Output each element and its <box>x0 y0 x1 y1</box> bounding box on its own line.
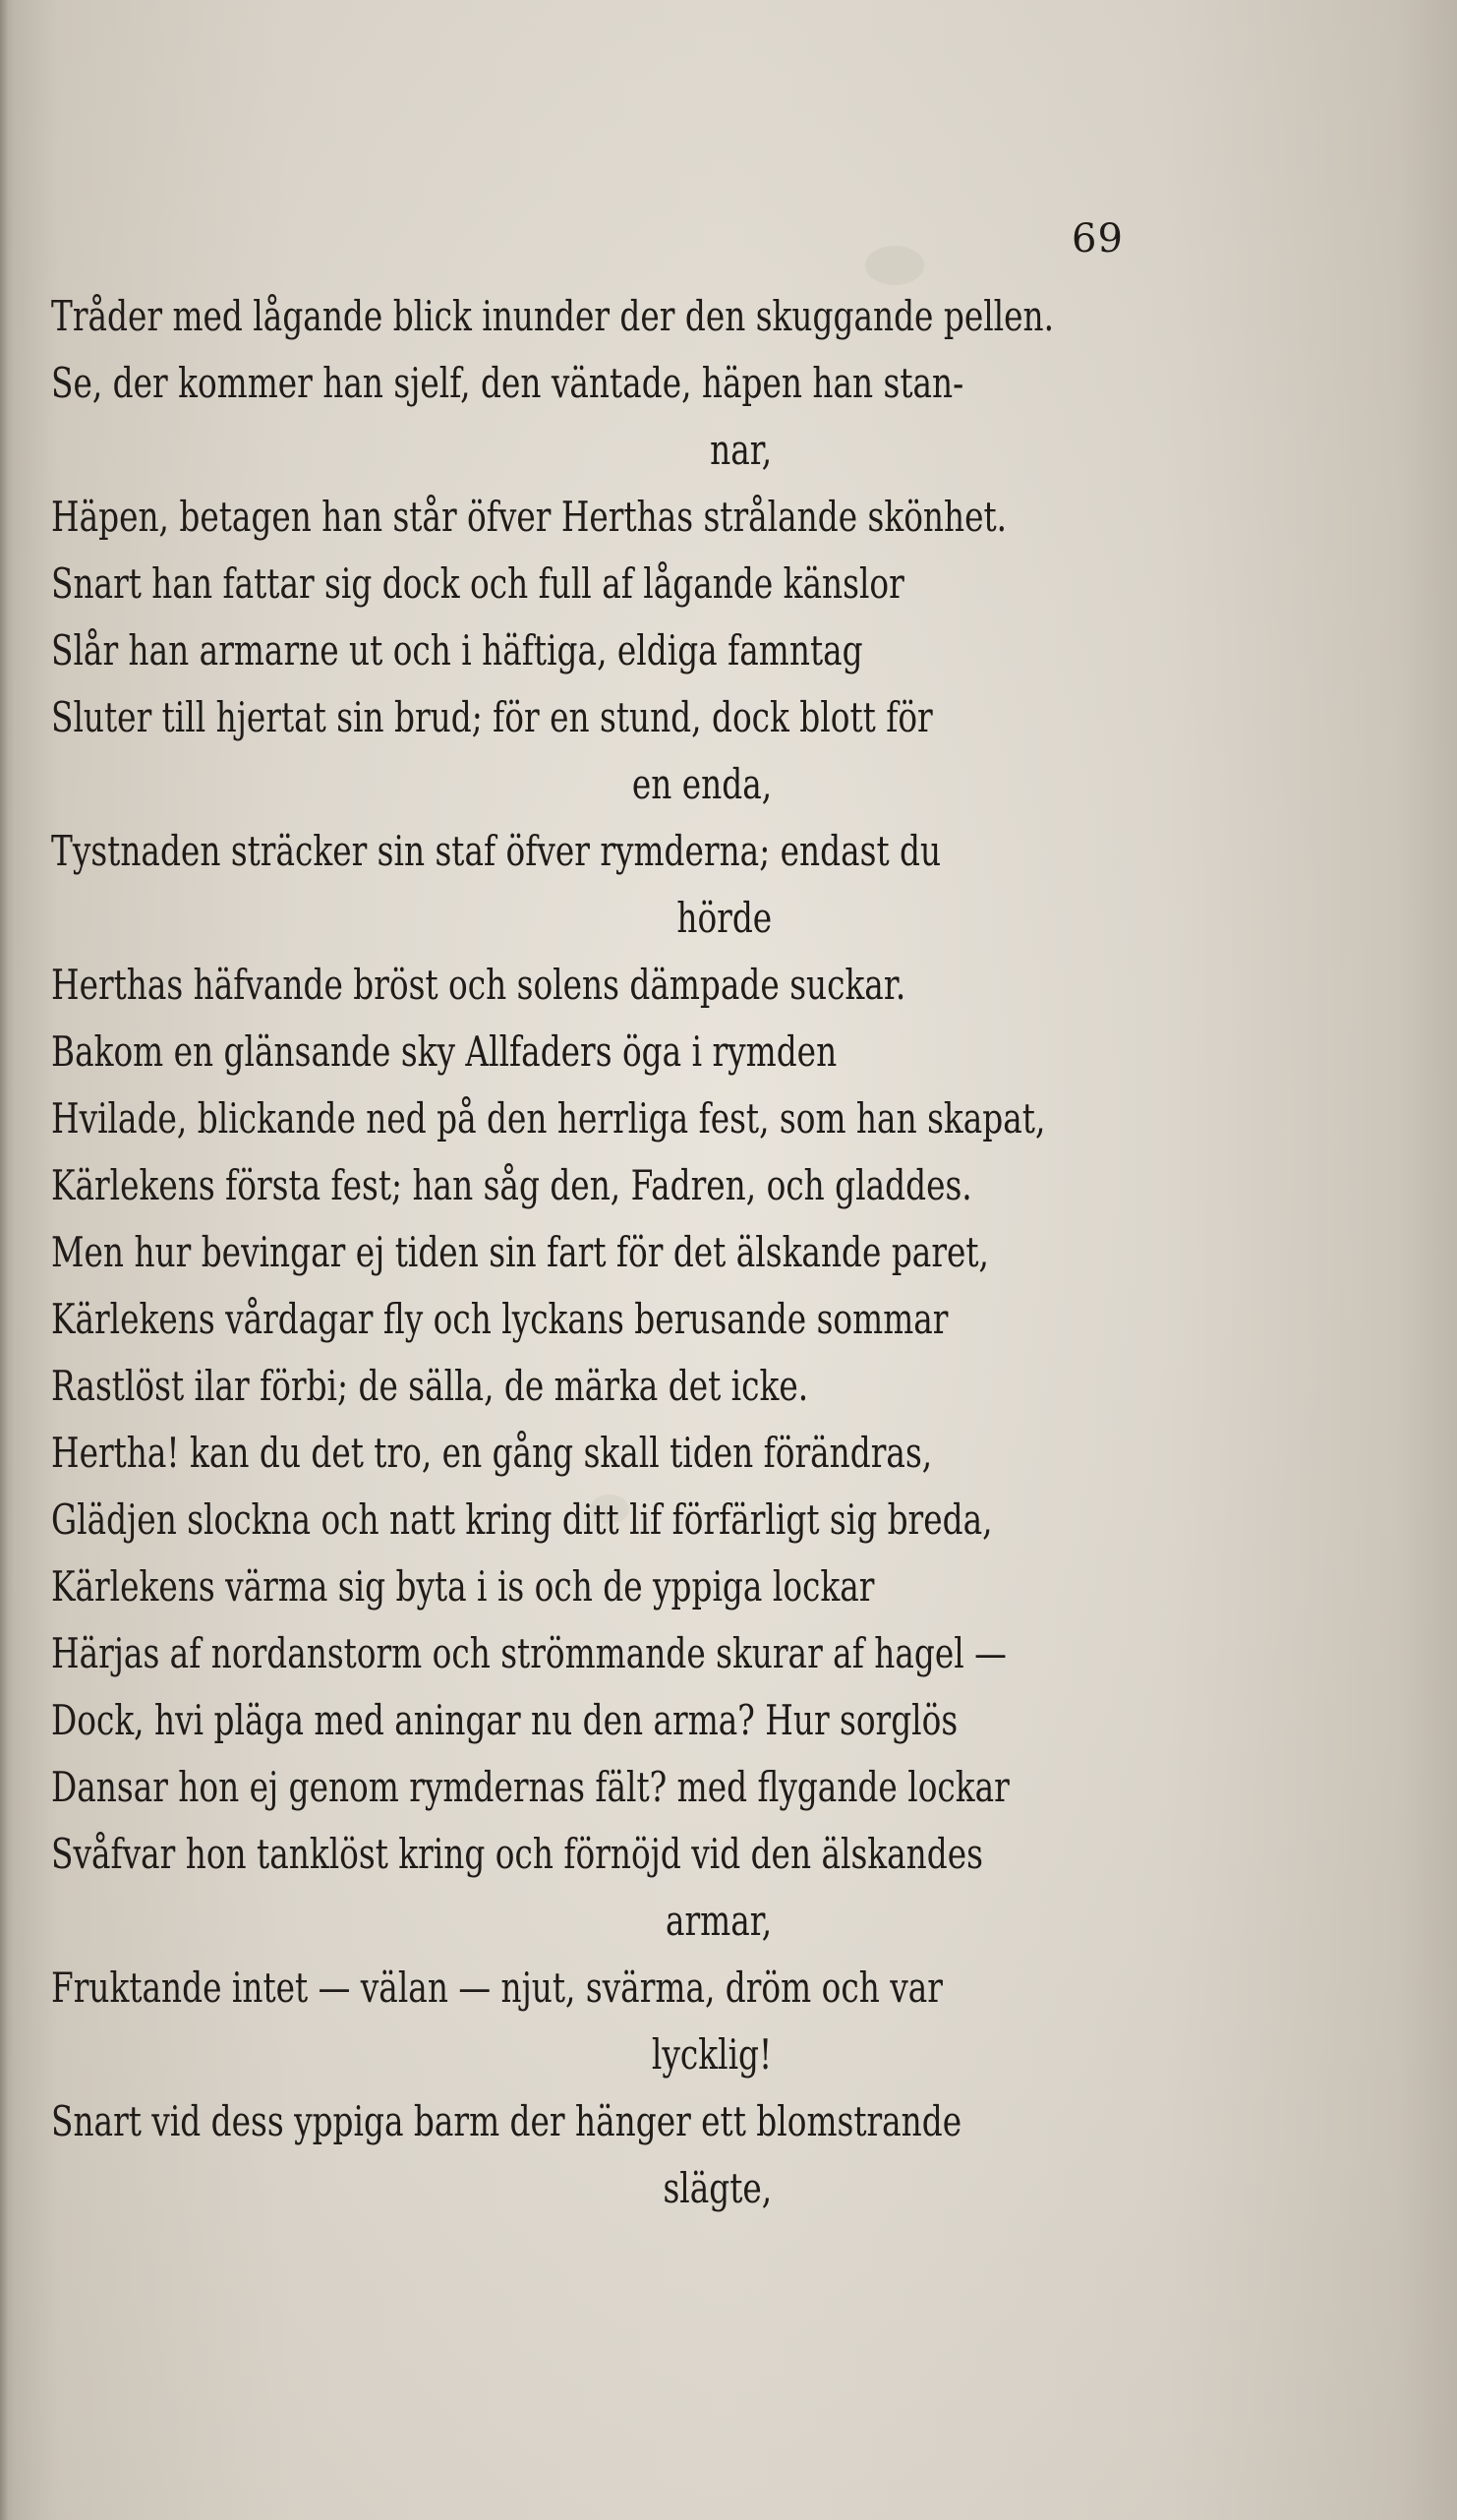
poem-line: Tystnaden sträcker sin staf öfver rymderna; endast du <box>51 827 942 875</box>
poem-line-continuation: nar, <box>710 426 773 474</box>
poem-line: Bakom en glänsande sky Allfaders öga i rymden <box>51 1027 838 1076</box>
page-number: 69 <box>1072 216 1124 262</box>
poem-line-continuation: en enda, <box>631 760 773 808</box>
poem-line: Se, der kommer han sjelf, den väntade, häpen han stan- <box>51 359 964 407</box>
poem-line: Fruktande intet — välan — njut, svärma, dröm och var <box>51 1963 943 2012</box>
poem-line: Härjas af nordanstorm och strömmande skurar af hagel — <box>51 1629 1007 1677</box>
poem-line: Kärlekens första fest; han såg den, Fadren, och gladdes. <box>51 1161 972 1209</box>
poem-line-continuation: lycklig! <box>651 2030 773 2079</box>
poem-line: Slår han armarne ut och i häftiga, eldiga famntag <box>51 626 863 674</box>
poem-line: Glädjen slockna och natt kring ditt lif förfärligt sig breda, <box>51 1495 993 1544</box>
poem-line: Men hur bevingar ej tiden sin fart för det älskande paret, <box>51 1228 989 1276</box>
poem-text <box>51 283 1055 2222</box>
poem-line: Hvilade, blickande ned på den herrliga fest, som han skapat, <box>51 1094 1046 1143</box>
poem-line: Snart han fattar sig dock och full af lågande känslor <box>51 559 904 608</box>
poem-line-continuation: slägte, <box>663 2164 773 2212</box>
poem-line: Hertha! kan du det tro, en gång skall tiden förändras, <box>51 1429 933 1477</box>
poem-line-continuation: hörde <box>676 894 773 942</box>
paper-stain <box>865 246 924 285</box>
poem-line: Svåfvar hon tanklöst kring och förnöjd vid den älskandes <box>51 1830 983 1878</box>
poem-line: Sluter till hjertat sin brud; för en stund, dock blott för <box>51 693 933 741</box>
poem-line-continuation: armar, <box>665 1897 773 1945</box>
poem-line: Dock, hvi pläga med aningar nu den arma? Hur sorglös <box>51 1696 959 1744</box>
poem-line: Tråder med lågande blick inunder der den skuggande pellen. <box>51 292 1055 340</box>
poem-line: Snart vid dess yppiga barm der hänger ett blomstrande <box>51 2097 962 2145</box>
poem-line: Dansar hon ej genom rymdernas fält? med flygande lockar <box>51 1763 1010 1811</box>
poem-line: Rastlöst ilar förbi; de sälla, de märka det icke. <box>51 1362 809 1410</box>
poem-line: Herthas häfvande bröst och solens dämpade suckar. <box>51 961 906 1009</box>
page-binding-edge <box>0 0 14 2520</box>
poem-line: Kärlekens vårdagar fly och lyckans berusande sommar <box>51 1295 949 1343</box>
poem-line: Häpen, betagen han står öfver Herthas strålande skönhet. <box>51 493 1008 541</box>
poem-line: Kärlekens värma sig byta i is och de yppiga lockar <box>51 1562 875 1611</box>
